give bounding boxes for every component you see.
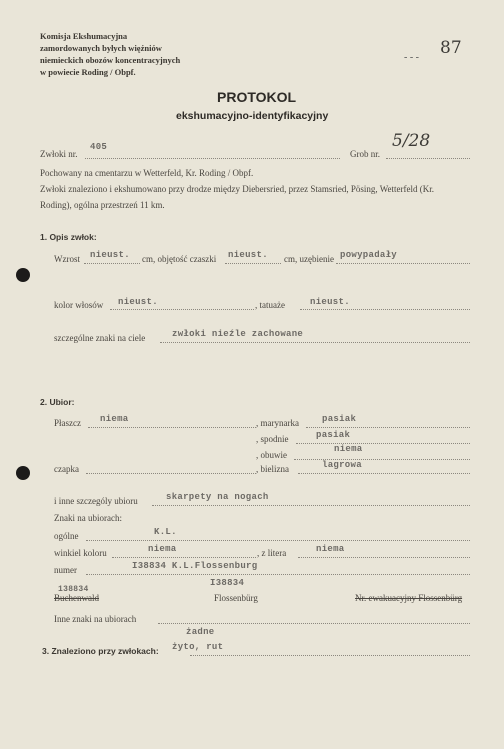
- kolor-label: kolor włosów: [54, 300, 104, 310]
- wzrost-value: nieust.: [90, 250, 130, 260]
- czapka-line: [86, 473, 256, 474]
- z-litera-label: , z litera: [257, 548, 287, 558]
- ewakuacyjny-label: Nr. ewakuacyjny Flossenbürg: [355, 593, 463, 603]
- uzebienie-value: powypadały: [340, 250, 398, 260]
- zwloki-value: 405: [90, 142, 108, 152]
- buchenwald-label: Buchenwald: [54, 593, 99, 603]
- spodnie-line: [296, 443, 470, 444]
- plaszcz-line: [88, 427, 256, 428]
- znaki-cialo-line: [160, 342, 470, 343]
- inne-szczegoly-label: i inne szczególy ubioru: [54, 496, 138, 506]
- inne-szczegoly-value: skarpety na nogach: [166, 492, 269, 502]
- marynarka-label: , marynarka: [256, 418, 299, 428]
- czapka-label: czapka: [54, 464, 79, 474]
- winkiel-line: [112, 557, 256, 558]
- spodnie-label: , spodnie: [256, 434, 289, 444]
- intro-line-3: Roding), ogólna przestrzeń 11 km.: [40, 200, 165, 210]
- numer-value: I38834 K.L.Flossenburg: [132, 561, 258, 571]
- wzrost-line: [84, 263, 140, 264]
- flossenburg-label: Flossenbürg: [214, 593, 258, 603]
- page-subtitle: ekshumacyjno-identyfikacyjny: [176, 110, 329, 122]
- punch-hole-top: [16, 268, 30, 282]
- zwloki-label: Zwłoki nr.: [40, 149, 78, 159]
- page-number: 87: [440, 38, 462, 58]
- inne-znaki-label: Inne znaki na ubiorach: [54, 614, 137, 624]
- plaszcz-label: Płaszcz: [54, 418, 81, 428]
- page-title: PROTOKOL: [217, 89, 297, 105]
- kolor-line: [110, 309, 254, 310]
- ogolne-label: ogólne: [54, 531, 79, 541]
- obuwie-value: niema: [334, 444, 363, 454]
- section-3-heading: 3. Znaleziono przy zwłokach:: [42, 646, 159, 656]
- number-center: I38834: [210, 578, 245, 588]
- znaki-ubior-label: Znaki na ubiorach:: [54, 513, 122, 523]
- bielizna-line: [298, 473, 470, 474]
- czaszka-line: [225, 263, 281, 264]
- kolor-value: nieust.: [118, 297, 158, 307]
- marynarka-value: pasiak: [322, 414, 357, 424]
- numer-label: numer: [54, 565, 77, 575]
- section-3-value: żyto, rut: [172, 642, 224, 652]
- faint-stamp: - - -: [404, 52, 419, 63]
- grob-value: 5/28: [392, 131, 431, 151]
- tatuaze-line: [300, 309, 470, 310]
- wzrost-label: Wzrost: [54, 254, 80, 264]
- tatuaze-value: nieust.: [310, 297, 350, 307]
- org-line-4: w powiecie Roding / Obpf.: [40, 67, 136, 77]
- bielizna-label: , bielizna: [256, 464, 289, 474]
- inne-szczegoly-line: [152, 505, 470, 506]
- z-litera-value: niema: [316, 544, 345, 554]
- winkiel-value: niema: [148, 544, 177, 554]
- czaszka-value: nieust.: [228, 250, 268, 260]
- ogolne-line: [86, 540, 470, 541]
- plaszcz-value: niema: [100, 414, 129, 424]
- znaki-cialo-label: szczególne znaki na ciele: [54, 333, 146, 343]
- grob-line: [386, 158, 470, 159]
- zwloki-line: [85, 158, 340, 159]
- numer-small: 138834: [58, 585, 89, 594]
- znaki-cialo-value: zwłoki nieźle zachowane: [172, 329, 304, 339]
- grob-label: Grob nr.: [350, 149, 380, 159]
- org-header: [40, 30, 180, 78]
- obuwie-label: , obuwie: [256, 450, 287, 460]
- org-line-1: Komisja Ekshumacyjna: [40, 31, 128, 41]
- z-litera-line: [298, 557, 470, 558]
- obuwie-line: [294, 459, 470, 460]
- section-1-heading: 1. Opis zwłok:: [40, 232, 97, 242]
- org-line-2: zamordowanych byłych więźniów: [40, 43, 162, 53]
- cm2-label: cm, uzębienie: [284, 254, 334, 264]
- inne-znaki-line: [158, 623, 470, 624]
- intro-line-1: Pochowany na cmentarzu w Wetterfeld, Kr. Roding / Obpf.: [40, 168, 254, 178]
- cm1-label: cm, objętość czaszki: [142, 254, 217, 264]
- bielizna-value: lagrowa: [322, 460, 362, 470]
- intro-line-2: Zwłoki znaleziono i ekshumowano przy drodze między Diebersried, przez Stamsried, Pösing, Wetterfeld (Kr.: [40, 184, 434, 194]
- ogolne-value: K.L.: [154, 527, 177, 537]
- section-3-line: [190, 655, 470, 656]
- tatuaze-label: , tatuaże: [255, 300, 285, 310]
- punch-hole-bottom: [16, 466, 30, 480]
- section-2-heading: 2. Ubior:: [40, 397, 75, 407]
- org-line-3: niemieckich obozów koncentracyjnych: [40, 55, 181, 65]
- marynarka-line: [306, 427, 470, 428]
- spodnie-value: pasiak: [316, 430, 351, 440]
- winkiel-label: winkiel koloru: [54, 548, 107, 558]
- uzebienie-line: [336, 263, 470, 264]
- inne-znaki-value: żadne: [186, 627, 215, 637]
- numer-line: [86, 574, 470, 575]
